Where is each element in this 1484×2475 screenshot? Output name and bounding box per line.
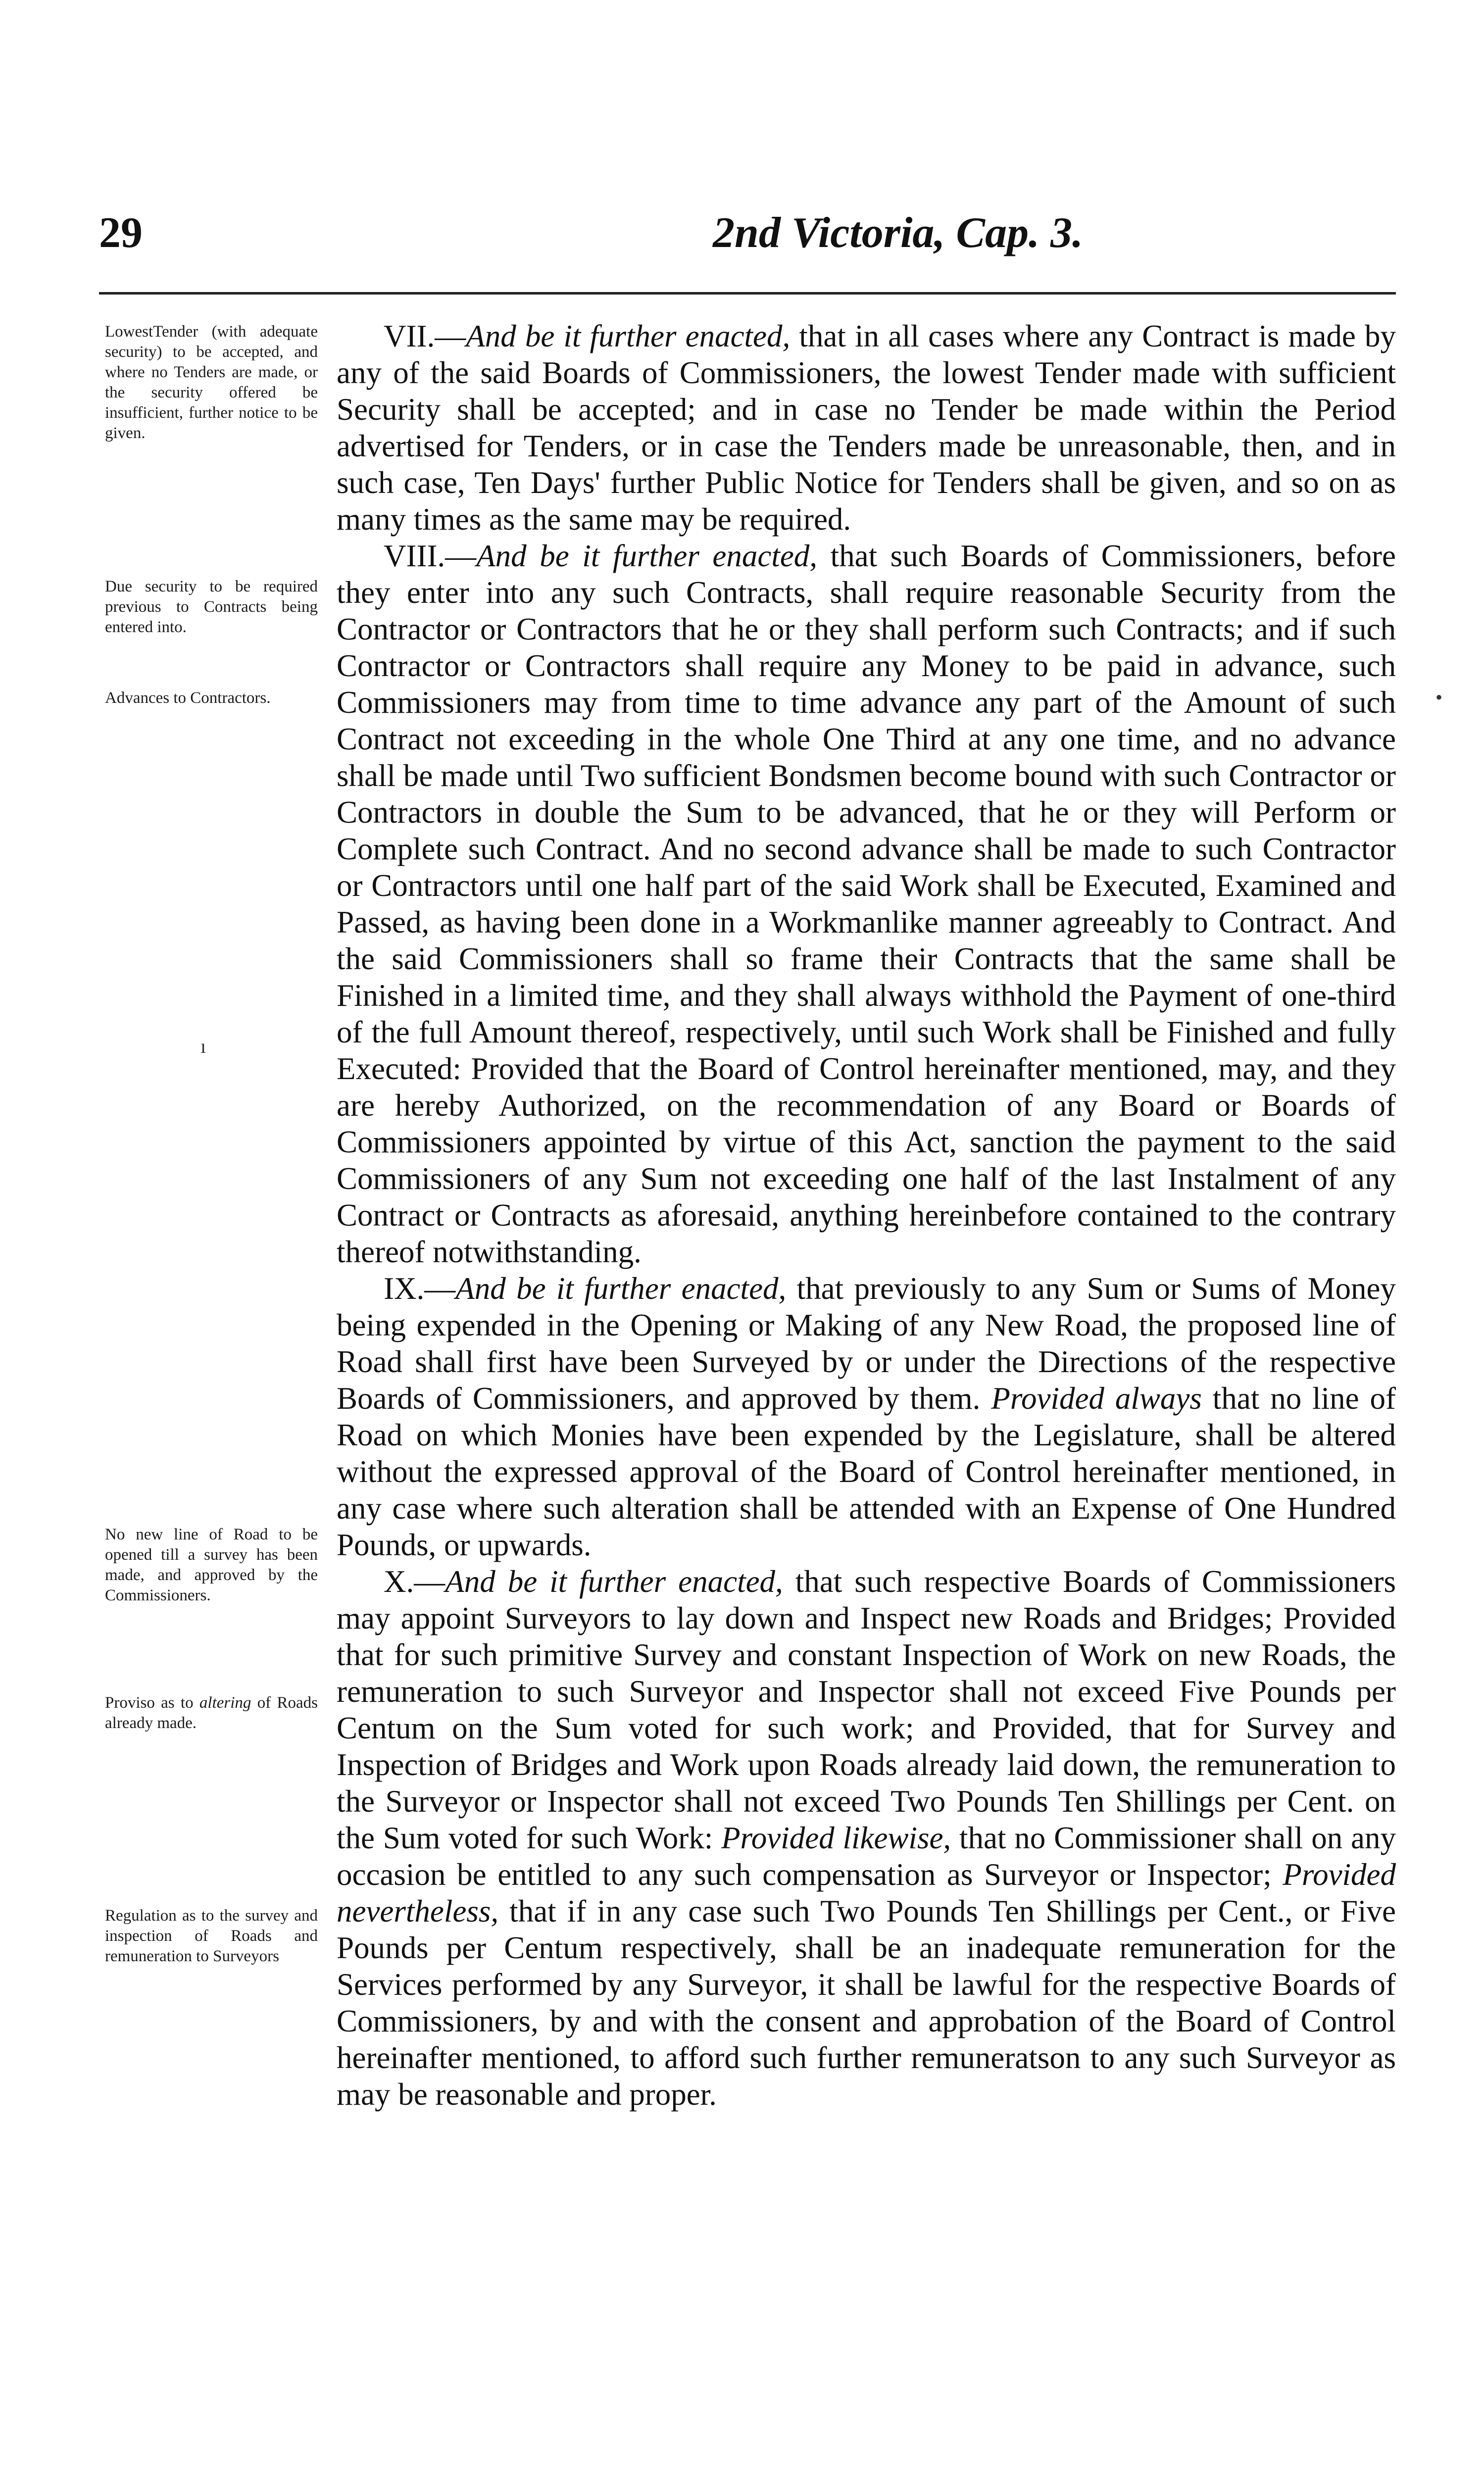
margin-note-due-security xyxy=(105,577,318,638)
margin-note-proviso-altering xyxy=(105,1693,318,1733)
section-text: that if in any case such Two Pounds Ten Shillings per Cent., or Five Pounds per Centum respectively, shall be an inadequate remuneration for the Services performed by any Surveyor, it shall be lawful for the respective Boards of Commissioners, by and with the consent and approbation of the Board of Control hereinafter mentioned, to afford such further remuneratson to any such Surveyor as may be reasonable and proper. xyxy=(337,1894,1396,2112)
header-rule xyxy=(99,292,1396,295)
margin-note-new-road-survey xyxy=(105,1525,318,1606)
enacting-clause: And be it further enacted, xyxy=(445,1564,783,1599)
running-head: 2nd Victoria, Cap. 3. xyxy=(713,209,1084,257)
section-number: VIII.— xyxy=(384,539,477,573)
proviso-italic: Provided always xyxy=(991,1381,1202,1416)
section-text: that no line of Road on which Monies have been expended by the Legislature, shall be altered without the expressed approval of the Board of Control hereinafter mentioned, in any case where such alteration shall be attended with an Expense of One Hundred Pounds, or upwards. xyxy=(337,1381,1396,1562)
section-text: that no Commissioner shall on any occasion be entitled to any such compensation as Surveyor or Inspector; xyxy=(337,1821,1396,1892)
body-text xyxy=(337,318,1396,2113)
margin-note-lowest-tender xyxy=(105,322,318,444)
margin-note-text: of Roads already made. xyxy=(105,1694,318,1732)
margin-note-surveyors-regulation xyxy=(105,1906,318,1967)
margin-note-advances xyxy=(105,688,318,708)
margin-note-text: LowestTender (with adequate security) to be accepted, and where no Tenders are made, or the security offered be insufficient, further notice to be given. xyxy=(105,323,318,442)
section-text: that in all cases where any Contract is made by any of the said Boards of Commissioners, the lowest Tender made with sufficient Security shall be accepted; and in case no Tender be made within the Period advertised for Tenders, or in case the Tenders made be unreasonable, then, and in such case, Ten Days' further Public Notice for Tenders shall be given, and so on as many times as the same may be required. xyxy=(337,319,1396,537)
enacting-clause: And be it further enacted, xyxy=(466,319,791,353)
proviso-italic: Provided likewise, xyxy=(721,1821,951,1855)
margin-note-text: Due security to be required previous to Contracts being entered into. xyxy=(105,578,318,636)
enacting-clause: And be it further enacted, xyxy=(476,539,818,573)
enacting-clause: And be it further enacted, xyxy=(455,1271,787,1306)
section-x xyxy=(337,1563,1396,2113)
margin-note-text: Proviso as to xyxy=(105,1694,199,1712)
section-text: that such respective Boards of Commissioners may appoint Surveyors to lay down and Inspect new Roads and Bridges; Provided that for such primitive Survey and constant Inspection of Work on new Roads, the remuneration to such Surveyor and Inspector shall not exceed Five Pounds per Centum on the Sum voted for such work; and Provided, that for Survey and Inspection of Bridges and Work upon Roads already laid down, the remuneration to the Surveyor or Inspector shall not exceed Two Pounds Ten Shillings per Cent. on the Sum voted for such Work: xyxy=(337,1564,1396,1855)
section-number: VII.— xyxy=(384,319,466,353)
page-number: 29 xyxy=(99,209,143,257)
section-text: that such Boards of Commissioners, before they enter into any such Contracts, shall require reasonable Security from the Contractor or Contractors that he or they shall perform such Contracts; and if such Contractor or Contractors shall require any Money to be paid in advance, such Commissioners may from time to time advance any part of the Amount of such Contract not exceeding in the whole One Third at any one time, and no advance shall be made until Two sufficient Bondsmen become bound with such Contractor or Contractors in double the Sum to be advanced, that he or they will Perform or Complete such Contract. And no second advance shall be made to such Contractor or Contractors until one half part of the said Work shall be Executed, Examined and Passed, as having been done in a Workmanlike manner agreeably to Contract. And the said Commissioners shall so frame their Contracts that the same shall be Finished in a limited time, and they shall always withhold the Payment of one-third of the full Amount thereof, respectively, until such Work shall be Finished and fully Executed: Provided that the Board of Control hereinafter mentioned, may, and they are hereby Authorized, on the recommendation of any Board or Boards of Commissioners appointed by virtue of this Act, sanction the payment to the said Commissioners of any Sum not exceeding one half of the last Instalment of any Contract or Contracts as aforesaid, anything hereinbefore contained to the contrary thereof notwithstanding. xyxy=(337,539,1396,1269)
section-viii xyxy=(337,538,1396,1270)
stray-mark: • xyxy=(1435,686,1443,708)
section-text: that previously to any Sum or Sums of Money being expended in the Opening or Making of any New Road, the proposed line of Road shall first have been Surveyed by or under the Directions of the respective Boards of Commissioners, and approved by them. xyxy=(337,1271,1396,1416)
proviso-italic: Provided nevertheless, xyxy=(337,1857,1396,1929)
margin-note-text: Regulation as to the survey and inspection of Roads and remuneration to Surveyors xyxy=(105,1907,318,1965)
stray-mark: ı xyxy=(200,1035,206,1057)
margin-note-emphasis: altering xyxy=(199,1694,251,1712)
section-number: IX.— xyxy=(384,1271,456,1306)
page-header xyxy=(99,208,1396,282)
margin-note-text: Advances to Contractors. xyxy=(105,689,271,707)
margin-note-text: No new line of Road to be opened till a survey has been made, and approved by the Commissioners. xyxy=(105,1526,318,1604)
section-ix xyxy=(337,1270,1396,1563)
section-vii xyxy=(337,318,1396,538)
section-number: X.— xyxy=(384,1564,445,1599)
